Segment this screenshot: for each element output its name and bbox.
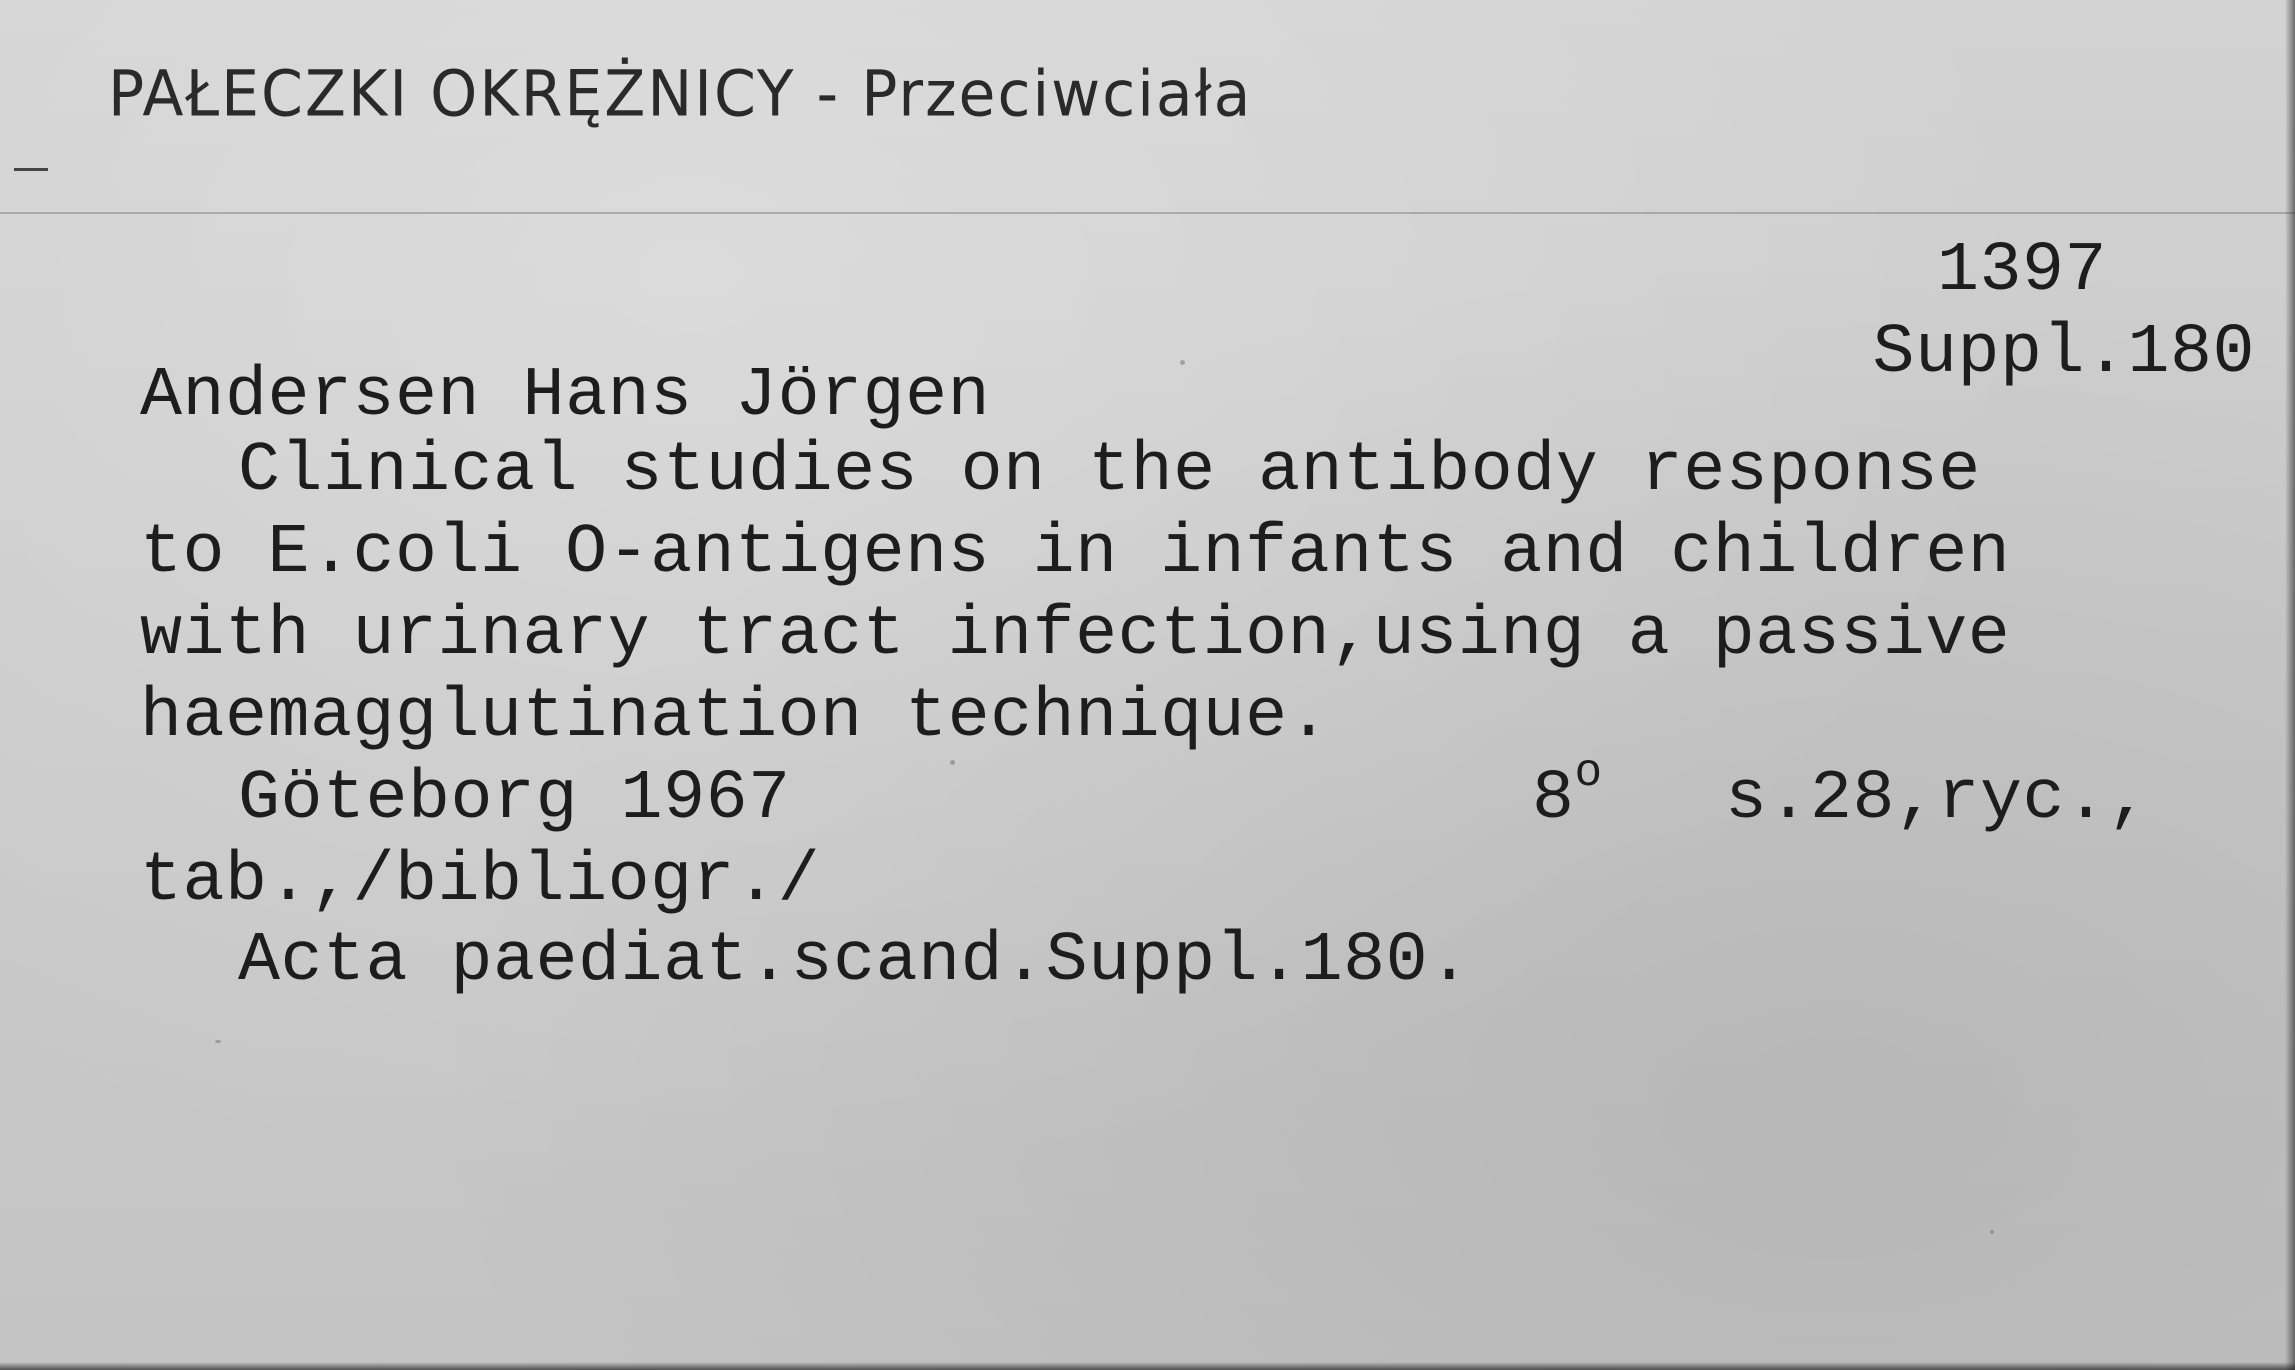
paper-speck — [1990, 1230, 1994, 1234]
title-line-1: Clinical studies on the antibody response — [238, 432, 1981, 511]
title-line-2: to E.coli O-antigens in infants and children — [140, 514, 2011, 593]
supplement-number: Suppl.180 — [1872, 314, 2255, 393]
author-name: Andersen Hans Jörgen — [140, 357, 991, 436]
title-line-4: haemagglutination technique. — [140, 678, 1331, 757]
format-number: 8 — [1532, 760, 1575, 839]
card-right-edge — [2285, 0, 2295, 1370]
paper-speck — [950, 760, 955, 765]
paper-speck — [1180, 360, 1185, 365]
pagination: s.28,ryc., — [1725, 760, 2151, 839]
call-number: 1397 — [1936, 232, 2107, 311]
imprint: Göteborg 1967 — [238, 760, 791, 839]
paper-speck — [215, 1040, 221, 1043]
pagination-continued: tab.,/bibliogr./ — [140, 842, 821, 921]
series-note: Acta paediat.scand.Suppl.180. — [238, 922, 1471, 1001]
format — [1532, 747, 1603, 842]
subject-heading: PAŁECZKI OKRĘŻNICY - Przeciwciała — [108, 58, 1253, 132]
card-bottom-edge — [0, 1362, 2295, 1370]
margin-dash — [14, 168, 48, 171]
heading-divider — [0, 212, 2295, 214]
title-line-3: with urinary tract infection,using a passive — [140, 596, 2011, 675]
format-degree: o — [1574, 747, 1603, 799]
